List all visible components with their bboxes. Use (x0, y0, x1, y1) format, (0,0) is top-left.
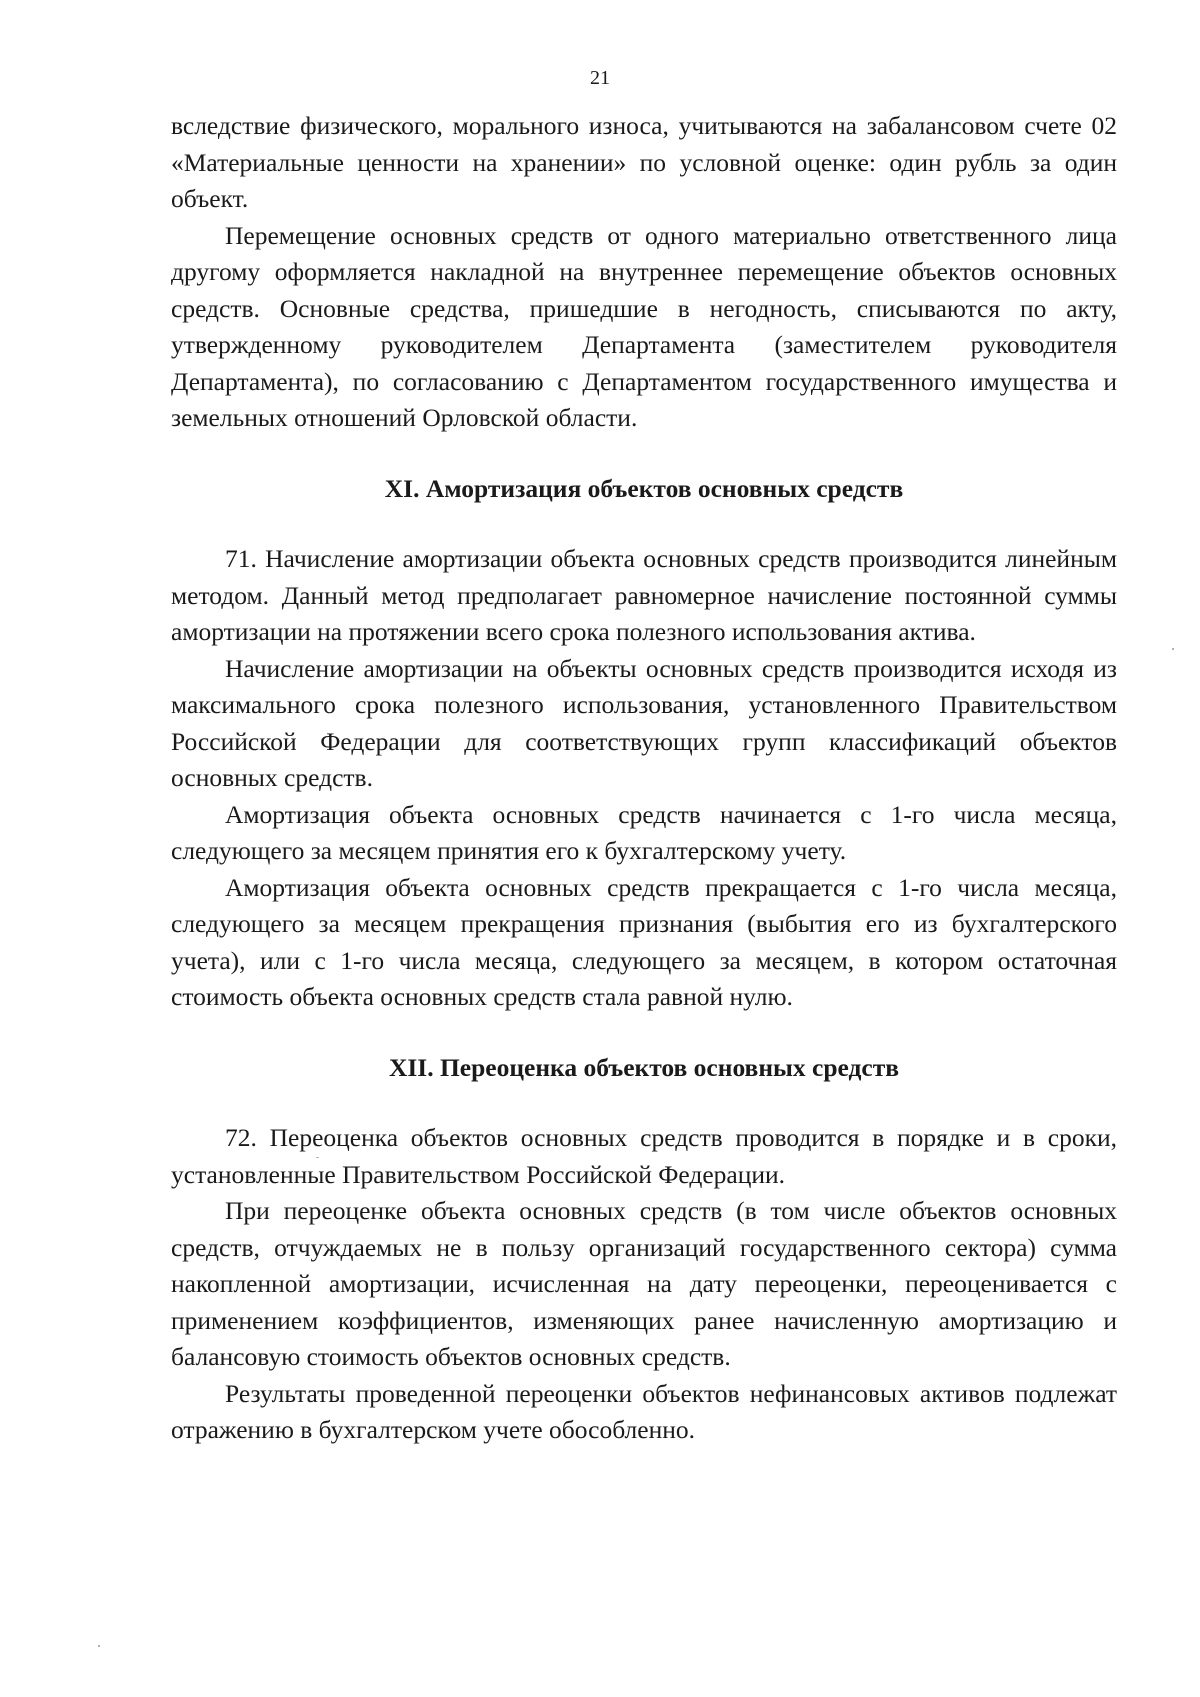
paragraph-revaluation-method: При переоценке объекта основных средств (в том числе объектов основных средств, отчуждаемых не в пользу организаций государственного сектора) сумма накопленной амортизации, исчисленная на дату переоценки, переоценивается с применением коэффициентов, изменяющих ранее начисленную амортизацию и балансовую стоимость объектов основных средств. (171, 1196, 1117, 1371)
paragraph-depreciation-stop: Амортизация объекта основных средств прекращается с 1-го числа месяца, следующего за месяцем прекращения признания (выбытия его из бухгалтерского учета), или с 1-го числа месяца, следующего за месяцем, в котором остаточная стоимость объекта основных средств стала равной нулю. (171, 872, 1117, 1011)
scan-speck (1172, 648, 1174, 650)
paragraph-revaluation-results: Результаты проведенной переоценки объектов нефинансовых активов подлежат отражению в бухгалтерском учете обособленно. (171, 1378, 1117, 1444)
paragraph-continuation: вследствие физического, морального износа, учитываются на забалансовом счете 02 «Материальные ценности на хранении» по условной оценке: один рубль за один объект. (171, 111, 1117, 213)
section-heading-xi: XI. Амортизация объектов основных средств (384, 473, 904, 503)
paragraph-depreciation-start: Амортизация объекта основных средств начинается с 1-го числа месяца, следующего за месяцем принятия его к бухгалтерскому учету. (171, 799, 1117, 865)
section-heading-xii: XII. Переоценка объектов основных средств (388, 1052, 900, 1082)
paragraph-72: 72. Переоценка объектов основных средств проводится в порядке и в сроки, установленные Правительством Российской Федерации. (171, 1123, 1117, 1189)
page-number: 21 (590, 67, 610, 89)
scan-speck (98, 1645, 100, 1647)
paragraph-transfer-of-assets: Перемещение основных средств от одного материально ответственного лица другому оформляется накладной на внутреннее перемещение объектов основных средств. Основные средства, пришедшие в негодность, списываются по акту, утвержденному руководителем Департамента (заместителем руководителя Департамента), по согласованию с Департаментом государственного имущества и земельных отношений Орловской области. (171, 220, 1117, 432)
document-body (171, 108, 1117, 1449)
paragraph-71: 71. Начисление амортизации объекта основных средств производится линейным методом. Данный метод предполагает равномерное начисление постоянной суммы амортизации на протяжении всего срока полезного использования актива. (171, 544, 1117, 646)
paragraph-depreciation-basis: Начисление амортизации на объекты основных средств производится исходя из максимального срока полезного использования, установленного Правительством Российской Федерации для соответствующих групп классификаций объектов основных средств. (171, 653, 1117, 792)
scan-speck (316, 1157, 319, 1158)
